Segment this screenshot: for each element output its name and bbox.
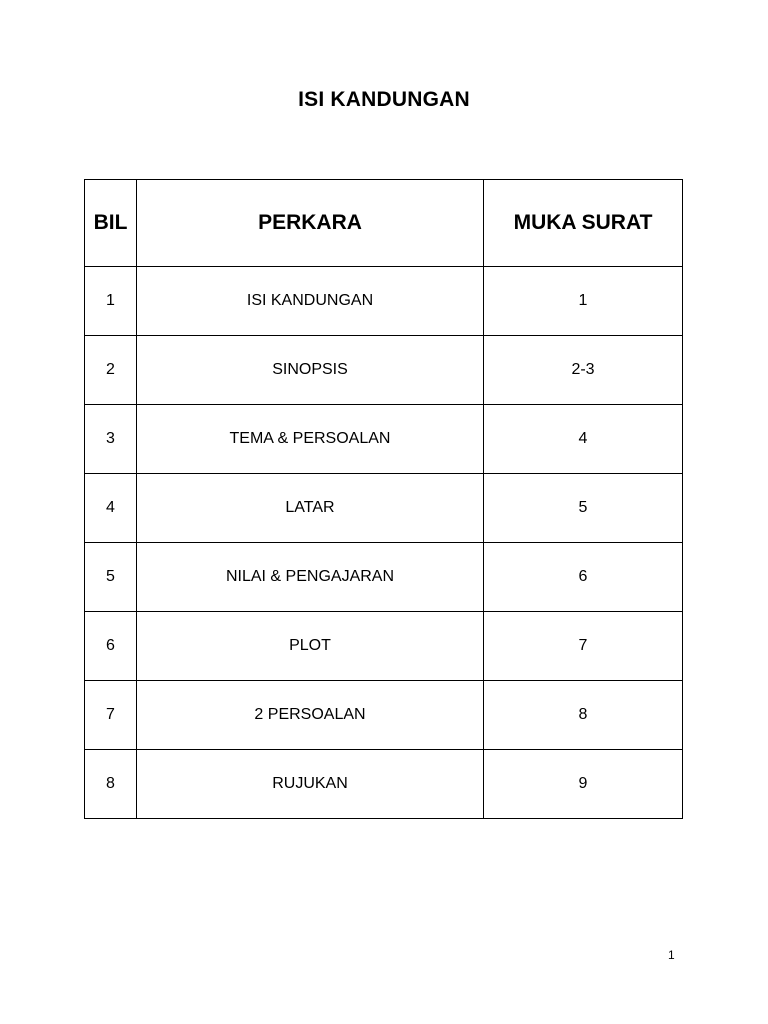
table-row [85, 681, 683, 750]
cell-muka-surat: 7 [484, 612, 683, 681]
cell-bil: 6 [85, 612, 137, 681]
table-row [85, 405, 683, 474]
cell-bil: 4 [85, 474, 137, 543]
cell-perkara: TEMA & PERSOALAN [137, 405, 484, 474]
table-row [85, 543, 683, 612]
cell-perkara: RUJUKAN [137, 750, 484, 819]
cell-muka-surat: 1 [484, 267, 683, 336]
header-muka-surat: MUKA SURAT [484, 180, 683, 267]
cell-muka-surat: 8 [484, 681, 683, 750]
header-perkara: PERKARA [137, 180, 484, 267]
page-title: ISI KANDUNGAN [298, 88, 470, 111]
cell-muka-surat: 6 [484, 543, 683, 612]
cell-perkara: ISI KANDUNGAN [137, 267, 484, 336]
cell-muka-surat: 2-3 [484, 336, 683, 405]
cell-perkara: SINOPSIS [137, 336, 484, 405]
table-header-row [85, 180, 683, 267]
table-row [85, 612, 683, 681]
cell-muka-surat: 5 [484, 474, 683, 543]
cell-perkara: 2 PERSOALAN [137, 681, 484, 750]
cell-bil: 7 [85, 681, 137, 750]
cell-perkara: PLOT [137, 612, 484, 681]
cell-muka-surat: 4 [484, 405, 683, 474]
table-row [85, 336, 683, 405]
table-row [85, 474, 683, 543]
table-row [85, 750, 683, 819]
cell-muka-surat: 9 [484, 750, 683, 819]
cell-perkara: LATAR [137, 474, 484, 543]
table-of-contents [84, 179, 683, 819]
cell-bil: 2 [85, 336, 137, 405]
cell-bil: 8 [85, 750, 137, 819]
page-number: 1 [668, 948, 675, 962]
cell-perkara: NILAI & PENGAJARAN [137, 543, 484, 612]
cell-bil: 1 [85, 267, 137, 336]
cell-bil: 3 [85, 405, 137, 474]
cell-bil: 5 [85, 543, 137, 612]
table-row [85, 267, 683, 336]
header-bil: BIL [85, 180, 137, 267]
